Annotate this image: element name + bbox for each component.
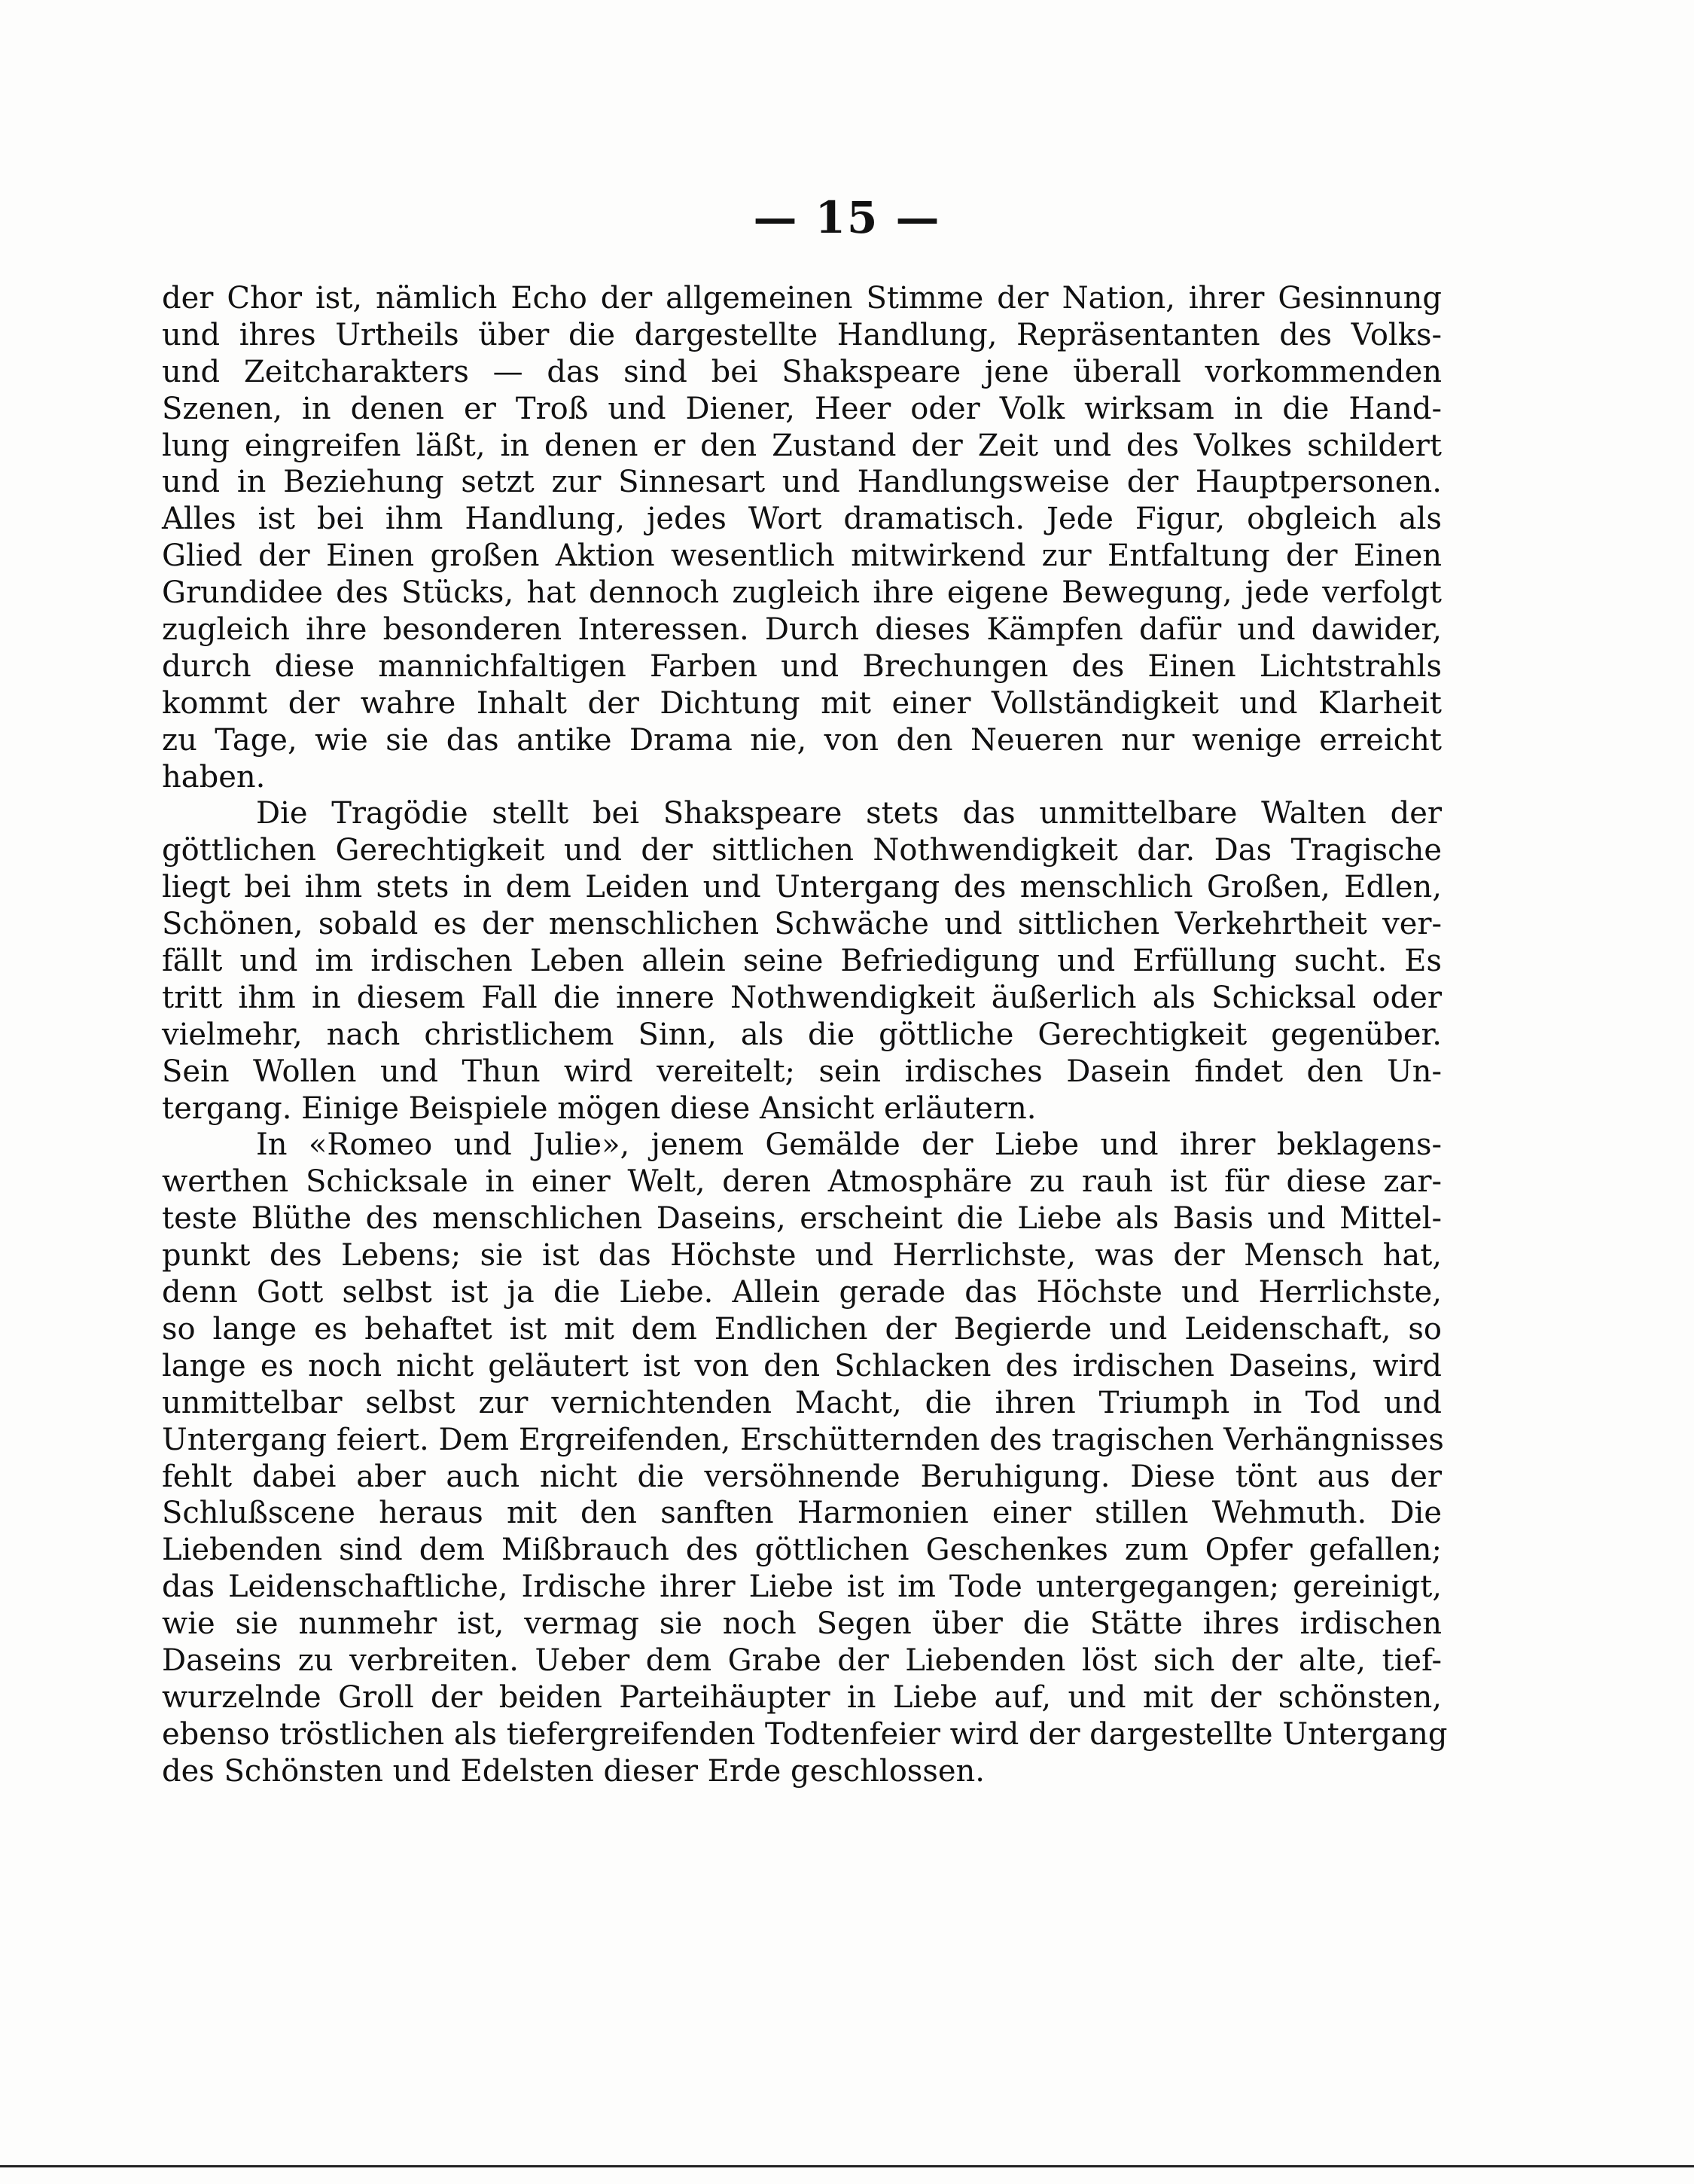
- text-line: Schönen, sobald es der menschlichen Schwäche und sittlichen Verkehrtheit ver-: [162, 907, 1442, 942]
- scan-edge-divider: [0, 2165, 1694, 2167]
- text-line: werthen Schicksale in einer Welt, deren Atmosphäre zu rauh ist für diese zar-: [162, 1164, 1442, 1200]
- text-line: wurzelnde Groll der beiden Parteihäupter in Liebe auf, und mit der schönsten,: [162, 1679, 1442, 1715]
- text-line: zugleich ihre besonderen Interessen. Durch dieses Kämpfen dafür und dawider,: [162, 612, 1442, 648]
- text-line: tergang. Einige Beispiele mögen diese Ansicht erläutern.: [162, 1090, 1037, 1126]
- text-line: unmittelbar selbst zur vernichtenden Macht, die ihren Triumph in Tod und: [162, 1385, 1442, 1420]
- text-line: In «Romeo und Julie», jenem Gemälde der Liebe und ihrer beklagens-: [256, 1127, 1442, 1163]
- text-line: lange es noch nicht geläutert ist von den Schlacken des irdischen Daseins, wird: [162, 1348, 1442, 1383]
- text-line: durch diese mannichfaltigen Farben und Brechungen des Einen Lichtstrahls: [162, 648, 1442, 684]
- paragraph-2: [162, 795, 1442, 1127]
- text-line: haben.: [162, 759, 266, 795]
- text-line: und ihres Urtheils über die dargestellte Handlung, Repräsentanten des Volks-: [162, 317, 1442, 352]
- text-line: ebenso tröstlichen als tiefergreifenden Todtenfeier wird der dargestellte Untergang: [162, 1716, 1448, 1752]
- text-line: lung eingreifen läßt, in denen er den Zustand der Zeit und des Volkes schildert: [162, 428, 1442, 463]
- text-line: wie sie nunmehr ist, vermag sie noch Segen über die Stätte ihres irdischen: [162, 1606, 1442, 1642]
- text-line: das Leidenschaftliche, Irdische ihrer Liebe ist im Tode untergegangen; gereinigt,: [162, 1569, 1442, 1605]
- text-line: Glied der Einen großen Aktion wesentlich mitwirkend zur Entfaltung der Einen: [162, 538, 1442, 574]
- text-line: Untergang feiert. Dem Ergreifenden, Erschütternden des tragischen Verhängnisses: [162, 1422, 1444, 1457]
- text-line: Liebenden sind dem Mißbrauch des göttlichen Geschenkes zum Opfer gefallen;: [162, 1533, 1442, 1568]
- page-number: — 15 —: [753, 192, 941, 243]
- text-line: punkt des Lebens; sie ist das Höchste und Herrlichste, was der Mensch hat,: [162, 1238, 1442, 1273]
- text-line: denn Gott selbst ist ja die Liebe. Allein gerade das Höchste und Herrlichste,: [162, 1275, 1442, 1310]
- text-line: und in Beziehung setzt zur Sinnesart und Handlungsweise der Hauptpersonen.: [162, 465, 1442, 500]
- text-line: Sein Wollen und Thun wird vereitelt; sein irdisches Dasein findet den Un-: [162, 1054, 1442, 1089]
- paragraph-3: [162, 1127, 1448, 1789]
- text-line: liegt bei ihm stets in dem Leiden und Untergang des menschlich Großen, Edlen,: [162, 870, 1442, 905]
- body-text: [162, 280, 1448, 1790]
- text-line: des Schönsten und Edelsten dieser Erde geschlossen.: [162, 1753, 986, 1789]
- text-line: kommt der wahre Inhalt der Dichtung mit einer Vollständigkeit und Klarheit: [162, 685, 1442, 721]
- text-line: der Chor ist, nämlich Echo der allgemeinen Stimme der Nation, ihrer Gesinnung: [162, 281, 1442, 316]
- text-line: Grundidee des Stücks, hat dennoch zugleich ihre eigene Bewegung, jede verfolgt: [162, 575, 1442, 611]
- text-line: zu Tage, wie sie das antike Drama nie, von den Neueren nur wenige erreicht: [162, 722, 1442, 758]
- text-line: so lange es behaftet ist mit dem Endlichen der Begierde und Leidenschaft, so: [162, 1311, 1442, 1347]
- text-line: göttlichen Gerechtigkeit und der sittlichen Nothwendigkeit dar. Das Tragische: [162, 833, 1442, 868]
- text-line: tritt ihm in diesem Fall die innere Nothwendigkeit äußerlich als Schicksal oder: [162, 980, 1442, 1015]
- text-line: Szenen, in denen er Troß und Diener, Heer oder Volk wirksam in die Hand-: [162, 391, 1442, 426]
- text-line: fehlt dabei aber auch nicht die versöhnende Beruhigung. Diese tönt aus der: [162, 1459, 1442, 1494]
- text-line: Die Tragödie stellt bei Shakspeare stets das unmittelbare Walten der: [256, 796, 1442, 831]
- text-line: Alles ist bei ihm Handlung, jedes Wort dramatisch. Jede Figur, obgleich als: [162, 502, 1442, 537]
- text-line: Schlußscene heraus mit den sanften Harmonien einer stillen Wehmuth. Die: [162, 1496, 1442, 1531]
- text-line: teste Blüthe des menschlichen Daseins, erscheint die Liebe als Basis und Mittel-: [162, 1201, 1442, 1237]
- text-line: Daseins zu verbreiten. Ueber dem Grabe der Liebenden löst sich der alte, tief-: [162, 1643, 1442, 1678]
- text-line: fällt und im irdischen Leben allein seine Befriedigung und Erfüllung sucht. Es: [162, 944, 1442, 979]
- text-line: vielmehr, nach christlichem Sinn, als die göttliche Gerechtigkeit gegenüber.: [162, 1017, 1442, 1052]
- paragraph-1: [162, 280, 1442, 795]
- text-line: und Zeitcharakters — das sind bei Shakspeare jene überall vorkommenden: [162, 354, 1442, 389]
